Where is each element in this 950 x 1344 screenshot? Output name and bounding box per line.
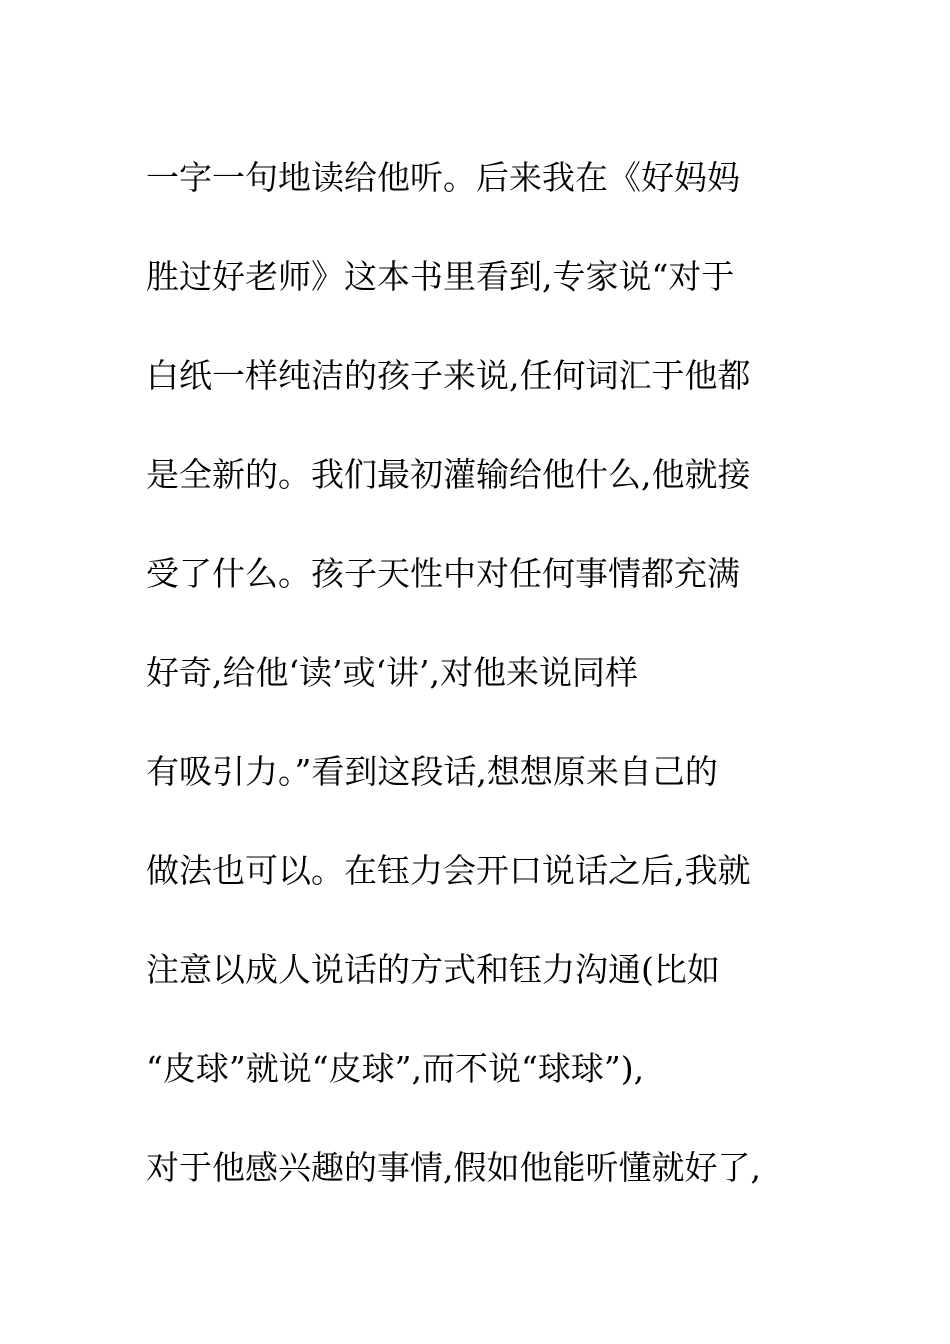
- text-line: 一字一句地读给他听。后来我在《好妈妈: [146, 158, 740, 197]
- text-line: 对于他感兴趣的事情,假如他能听懂就好了,: [146, 1148, 761, 1187]
- text-line: 有吸引力。”看到这段话,想想原来自己的: [146, 752, 718, 791]
- text-line: 做法也可以。在钰力会开口说话之后,我就: [146, 851, 751, 890]
- text-line: 是全新的。我们最初灌输给他什么,他就接: [146, 455, 751, 494]
- text-line: 注意以成人说话的方式和钰力沟通(比如: [146, 950, 720, 989]
- text-line: 好奇,给他‘读’或‘讲’,对他来说同样: [146, 653, 638, 692]
- body-text: [146, 128, 826, 1217]
- text-line: 受了什么。孩子天性中对任何事情都充满: [146, 554, 740, 593]
- text-line: 白纸一样纯洁的孩子来说,任何词汇于他都: [146, 356, 751, 395]
- text-line: 胜过好老师》这本书里看到,专家说“对于: [146, 257, 735, 296]
- text-line: “皮球”就说“皮球”,而不说“球球”),: [146, 1049, 645, 1088]
